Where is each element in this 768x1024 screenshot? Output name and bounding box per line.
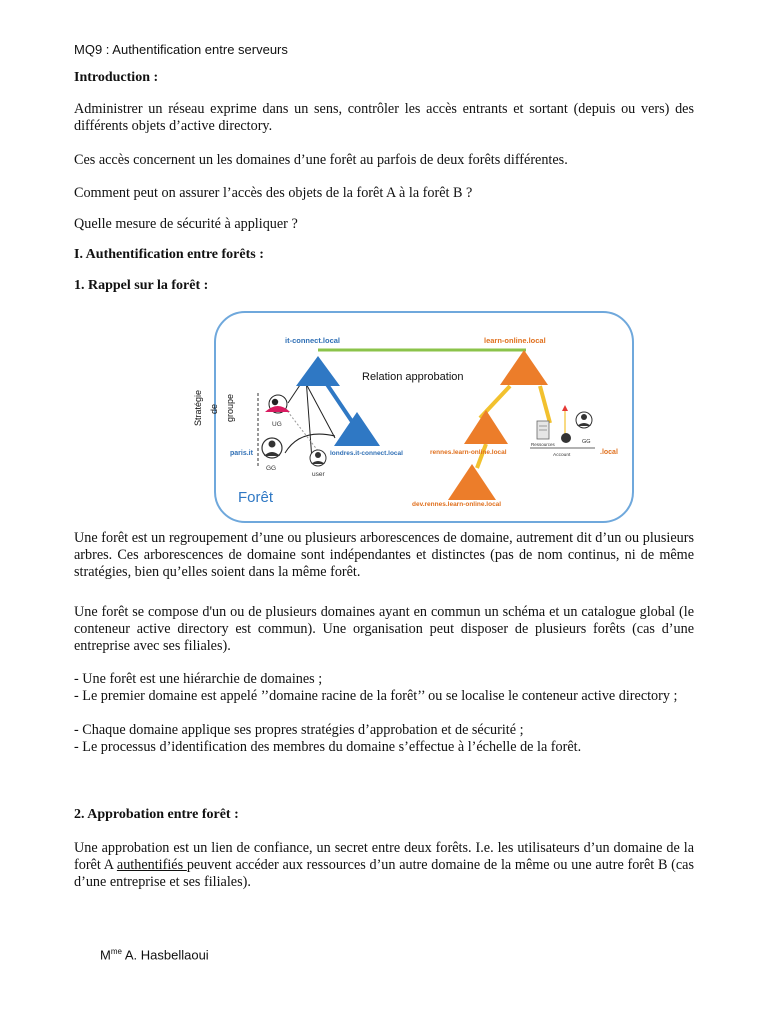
label-account: Account — [553, 453, 571, 458]
gg-left-icon — [262, 438, 282, 458]
section-2-heading: 2. Approbation entre forêt : — [74, 807, 239, 822]
forest-diagram — [190, 308, 640, 526]
footer-name: A. Hasbellaoui — [121, 947, 209, 963]
label-strategie: Stratégie — [193, 389, 203, 426]
footer-prefix: M — [100, 947, 111, 963]
label-relation: Relation approbation — [362, 371, 464, 383]
label-learn-online: learn-online.local — [484, 336, 546, 345]
page-footer — [100, 947, 209, 962]
footer-sup: me — [110, 947, 122, 956]
diagram-frame — [215, 312, 633, 522]
account-icon — [561, 433, 571, 443]
bullet-4: - Le processus d’identification des membres du domaine s’effectue à l’échelle de la forêt. — [74, 739, 582, 755]
approbation-text-end: peuvent accéder aux ressources d’un autre domaine de la même ou une autre forêt B (cas d’une entreprise et ses filiales). — [74, 857, 694, 890]
intro-paragraph-2: Ces accès concernent un les domaines d’une forêt au parfois de deux forêts différentes. — [74, 152, 568, 168]
bullet-3: - Chaque domaine applique ses propres stratégies d’approbation et de sécurité ; — [74, 722, 524, 738]
label-local-suffix: .local — [600, 449, 618, 456]
section-1-1-heading: 1. Rappel sur la forêt : — [74, 278, 209, 293]
section-1-heading: I. Authentification entre forêts : — [74, 247, 264, 262]
label-ug: UG — [272, 421, 282, 428]
intro-paragraph-1: Administrer un réseau exprime dans un sens, contrôler les accès entrants et sortant (depuis ou vers) des différents objets d’active directory. — [74, 101, 694, 134]
label-foret: Forêt — [238, 489, 274, 506]
label-groupe: groupe — [225, 393, 235, 422]
intro-heading: Introduction : — [74, 70, 159, 85]
server-icon — [537, 421, 549, 439]
label-ressources: Ressources — [531, 442, 555, 447]
label-rennes: rennes.learn-online.local — [430, 449, 507, 456]
approbation-text-start: Une approbation est un lien de confiance, un secret entre deux forêts. I.e. les utilisateurs d’un domaine de la forêt A — [74, 840, 694, 873]
paragraph-foret-composition: Une forêt se compose d'un ou de plusieurs domaines ayant en commun un schéma et un catalogue global (le conteneur active directory est commun). Une organisation peut disposer de plusieurs forêts (cas d’une entreprise avec ses filiales). — [74, 604, 694, 654]
paragraph-approbation — [74, 840, 694, 891]
label-paris: paris.it — [230, 450, 253, 457]
label-gg-left: GG — [266, 465, 277, 472]
intro-paragraph-3: Comment peut on assurer l’accès des objets de la forêt A à la forêt B ? — [74, 185, 473, 201]
paragraph-foret-definition: Une forêt est un regroupement d’une ou plusieurs arborescences de domaine, autrement dit d’un ou plusieurs arbres. Ces arborescences de domaine sont indépendantes et distinctes (pas de nom continus, ni de même stratégies, bien qu’elles soient dans la même forêt. — [74, 530, 694, 580]
label-de: de — [209, 403, 219, 414]
label-it-connect: it-connect.local — [285, 336, 341, 345]
label-gg-right: GG — [582, 439, 591, 445]
user-icon — [310, 450, 326, 466]
page-header: MQ9 : Authentification entre serveurs — [74, 42, 288, 57]
approbation-text-underlined: authentifiés — [116, 857, 187, 873]
label-user: user — [312, 471, 325, 478]
label-londres: londres.it-connect.local — [330, 450, 403, 457]
bullet-2: - Le premier domaine est appelé ’’domaine racine de la forêt’’ ou se localise le conteneur active directory ; — [74, 688, 678, 704]
bullet-1: - Une forêt est une hiérarchie de domaines ; — [74, 671, 323, 687]
intro-paragraph-4: Quelle mesure de sécurité à appliquer ? — [74, 216, 298, 232]
label-dev: dev.rennes.learn-online.local — [412, 501, 502, 508]
gg-right-icon — [576, 412, 592, 428]
